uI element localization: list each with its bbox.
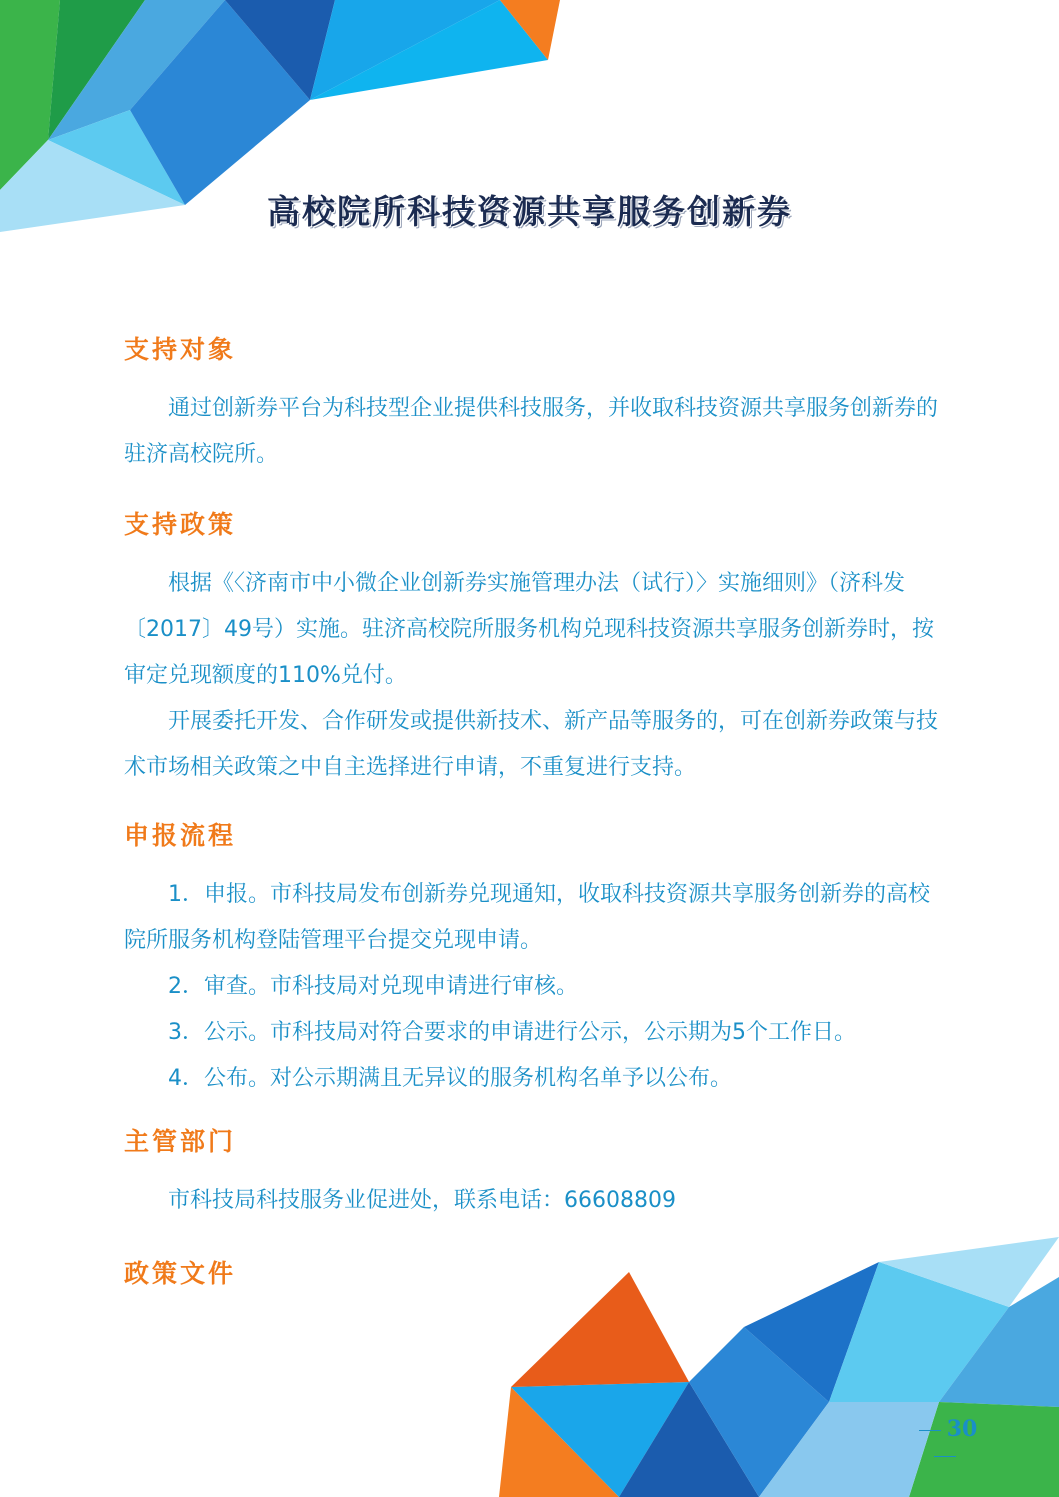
dash-right [934,1456,956,1457]
paragraph: 市科技局科技服务业促进处，联系电话：66608809 [168,1188,676,1213]
section-heading: 支持对象 [124,335,237,364]
process-step: 3．公示。市科技局对符合要求的申请进行公示，公示期为5个工作日。 [168,1020,856,1045]
page-number-value: 30 [946,1416,978,1442]
process-step: 2．审查。市科技局对兑现申请进行审核。 [168,974,578,999]
dash-left [919,1430,941,1431]
section-heading: 支持政策 [124,510,237,539]
process-step: 1．申报。市科技局发布创新券兑现通知，收取科技资源共享服务创新券的高校院所服务机构登陆管理平台提交兑现申请。 [124,882,930,953]
process-step: 4．公布。对公示期满且无异议的服务机构名单予以公布。 [168,1066,732,1091]
paragraph: 开展委托开发、合作研发或提供新技术、新产品等服务的，可在创新券政策与技术市场相关政策之中自主选择进行申请，不重复进行支持。 [124,709,939,780]
section-heading: 主管部门 [124,1127,237,1156]
section-heading: 申报流程 [124,821,237,850]
page-number [900,1416,990,1468]
section-support-policy [124,505,944,791]
section-policy-documents [124,1254,236,1294]
section-application-process [124,816,944,1102]
page-title: 高校院所科技资源共享服务创新券 [267,192,792,231]
paragraph: 根据《〈济南市中小微企业创新券实施管理办法（试行）〉实施细则》（济科发〔2017〕49号）实施。驻济高校院所服务机构兑现科技资源共享服务创新券时，按审定兑现额度的110%兑付。 [124,571,934,688]
section-department [124,1122,676,1224]
section-support-target [124,330,944,478]
section-heading: 政策文件 [124,1259,237,1288]
paragraph: 通过创新券平台为科技型企业提供科技服务，并收取科技资源共享服务创新券的驻济高校院所。 [124,396,939,467]
